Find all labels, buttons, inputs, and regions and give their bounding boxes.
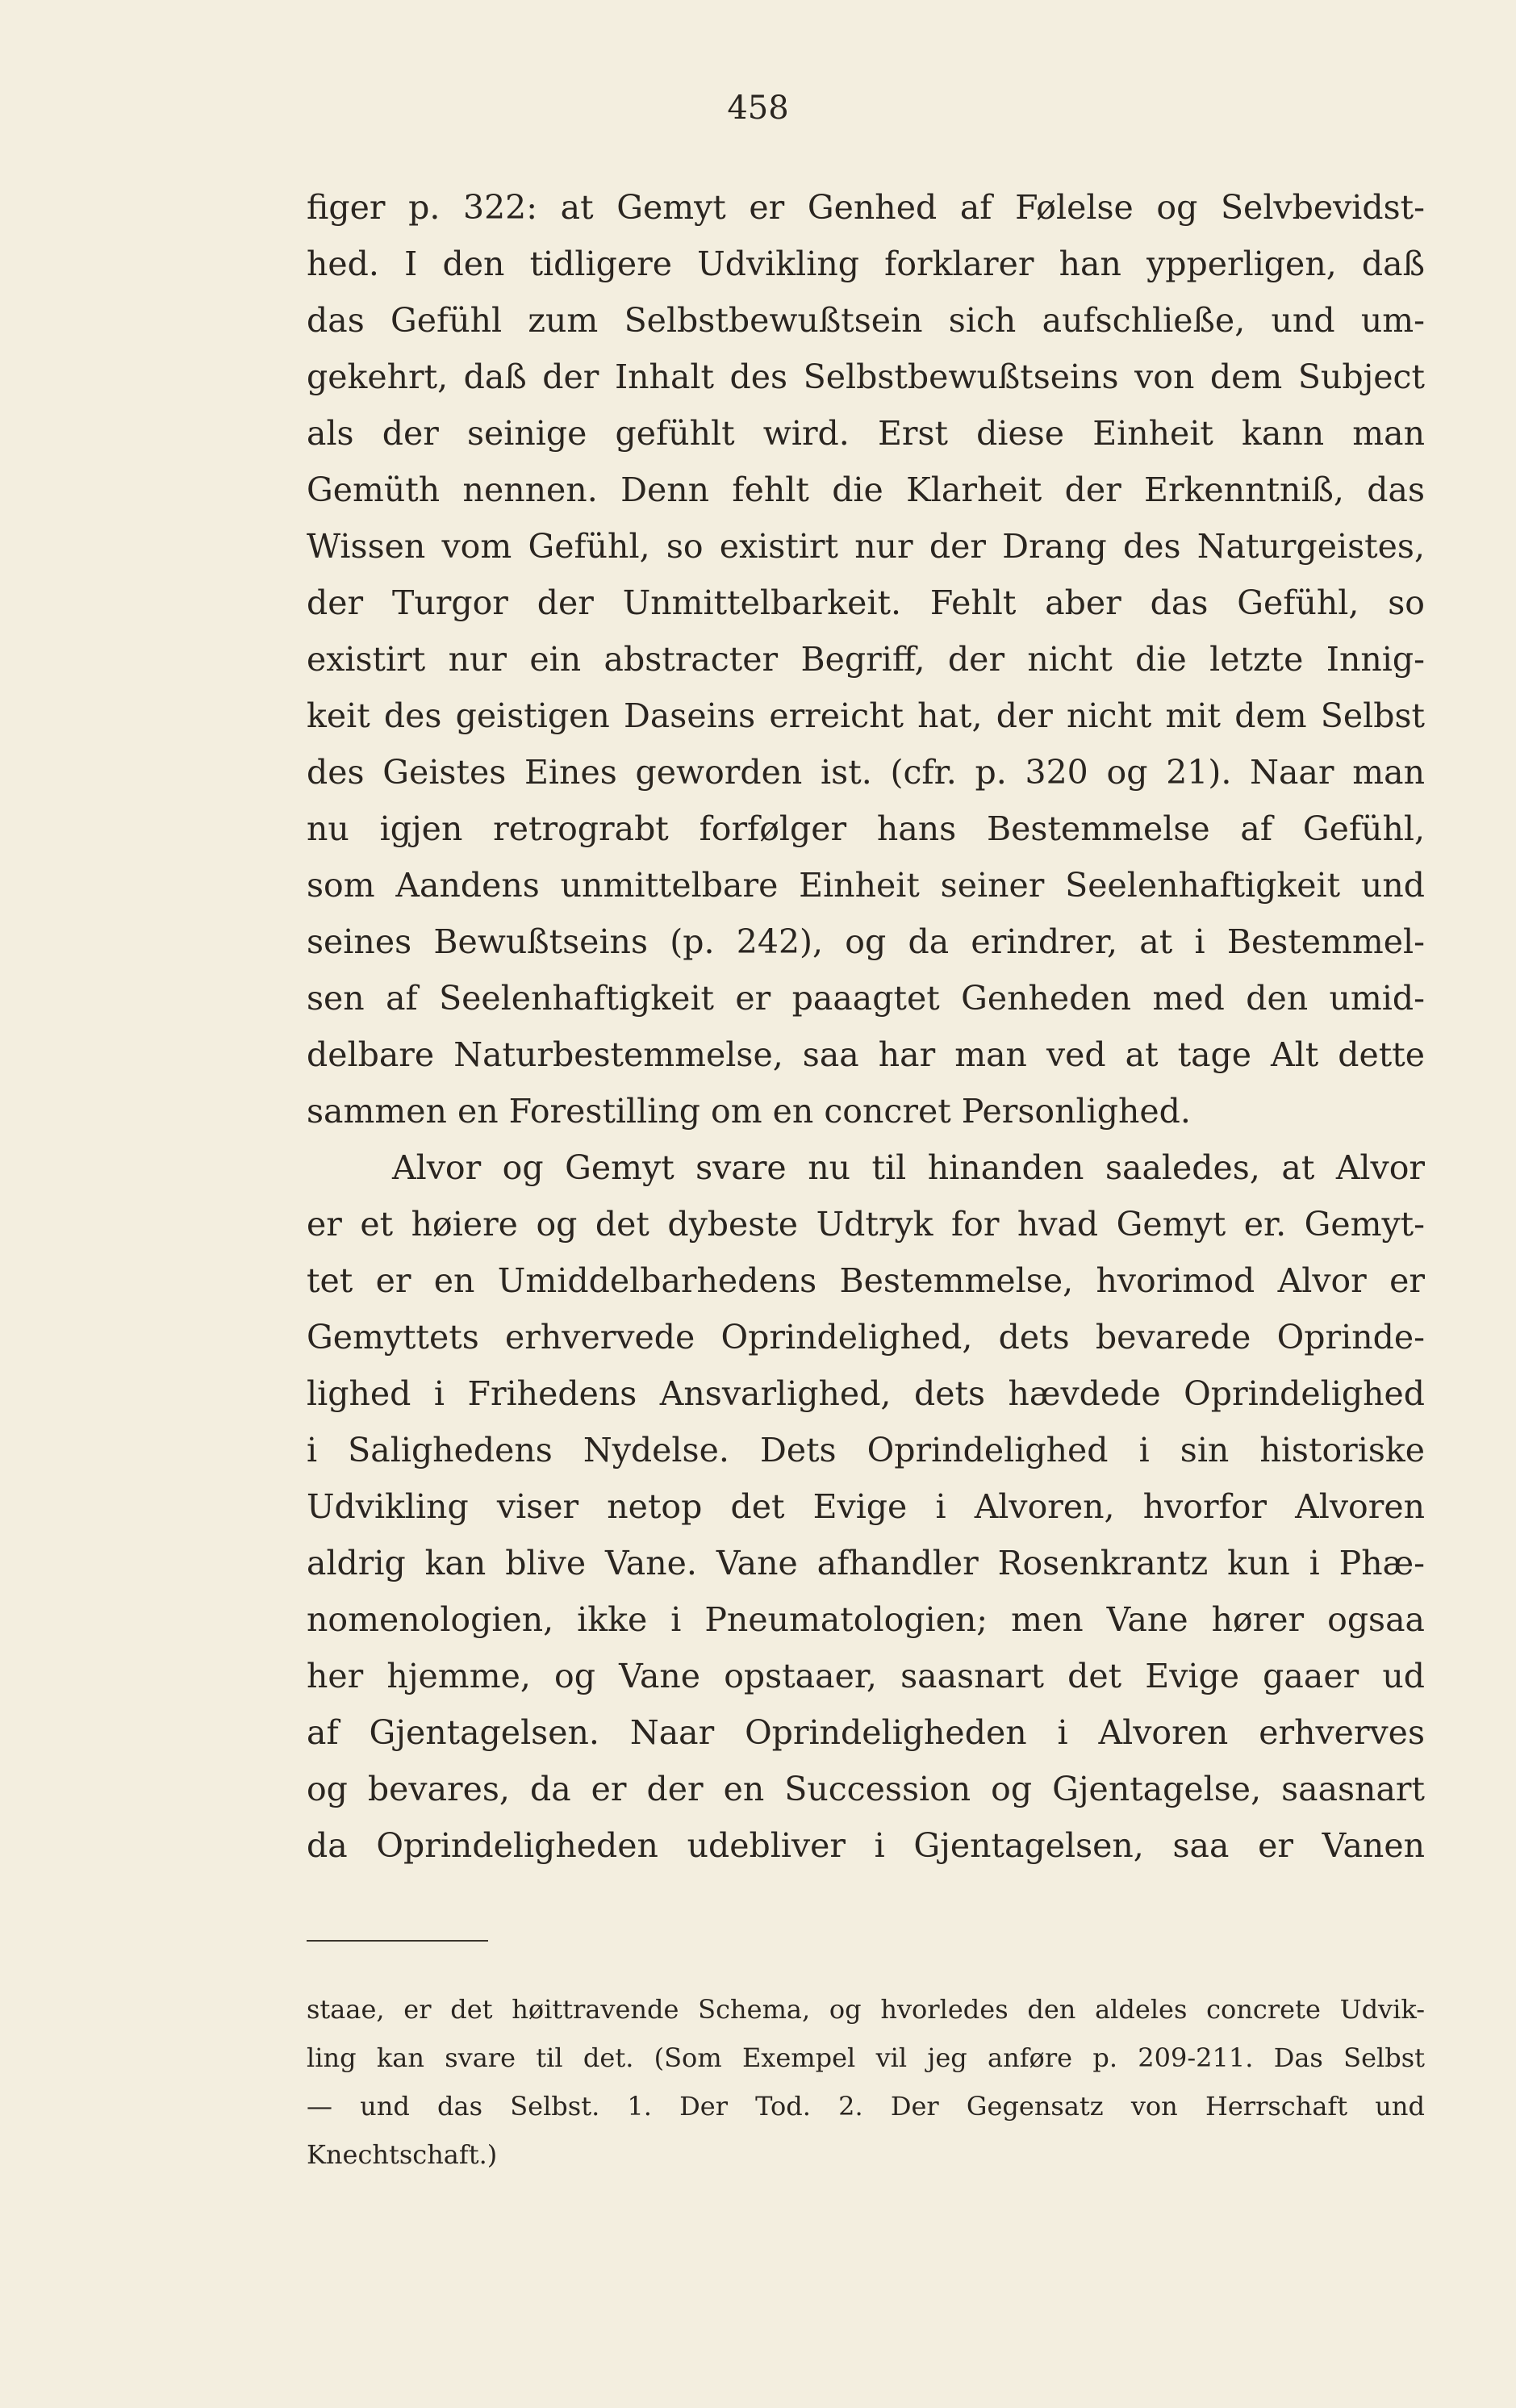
text-line: nu igjen retrograbt forfølger hans Bestemmelse af Gefühl,	[307, 809, 1425, 848]
text-line: aldrig kan blive Vane. Vane afhandler Rosenkrantz kun i Phæ-	[307, 1544, 1425, 1582]
text-line: das Gefühl zum Selbstbewußtsein sich aufschließe, und um-	[307, 301, 1425, 340]
footnote	[307, 1985, 1425, 2179]
footnote-line: Knechtschaft.)	[307, 2139, 498, 2170]
text-line: existirt nur ein abstracter Begriff, der nicht die letzte Innig-	[307, 640, 1425, 679]
text-line: tet er en Umiddelbarhedens Bestemmelse, hvorimod Alvor er	[307, 1261, 1425, 1300]
text-line: Udvikling viser netop det Evige i Alvoren, hvorfor Alvoren	[307, 1487, 1425, 1526]
footnote-divider	[307, 1940, 488, 1942]
text-line: delbare Naturbestemmelse, saa har man ved at tage Alt dette	[307, 1035, 1425, 1074]
text-line: er et høiere og det dybeste Udtryk for hvad Gemyt er. Gemyt-	[307, 1205, 1425, 1244]
text-line: Gemüth nennen. Denn fehlt die Klarheit der Erkenntniß, das	[307, 470, 1425, 509]
text-line: gekehrt, daß der Inhalt des Selbstbewußtseins von dem Subject	[307, 357, 1425, 396]
text-line: als der seinige gefühlt wird. Erst diese Einheit kann man	[307, 414, 1425, 453]
text-line: nomenologien, ikke i Pneumatologien; men Vane hører ogsaa	[307, 1600, 1425, 1639]
text-line: som Aandens unmittelbare Einheit seiner Seelenhaftigkeit und	[307, 866, 1425, 905]
footnote-line: staae, er det høittravende Schema, og hvorledes den aldeles concrete Udvik-	[307, 1994, 1425, 2025]
text-line: da Oprindeligheden udebliver i Gjentagelsen, saa er Vanen	[307, 1826, 1425, 1865]
text-line: i Salighedens Nydelse. Dets Oprindelighed i sin historiske	[307, 1431, 1425, 1469]
text-line: og bevares, da er der en Succession og Gjentagelse, saasnart	[307, 1770, 1425, 1808]
text-line: figer p. 322: at Gemyt er Genhed af Følelse og Selvbevidst-	[307, 188, 1425, 227]
text-line: Gemyttets erhvervede Oprindelighed, dets bevarede Oprinde-	[307, 1318, 1425, 1357]
text-line: sammen en Forestilling om en concret Personlighed.	[307, 1092, 1191, 1131]
text-line: hed. I den tidligere Udvikling forklarer han ypperligen, daß	[307, 245, 1425, 283]
text-line: seines Bewußtseins (p. 242), og da erindrer, at i Bestemmel-	[307, 922, 1425, 961]
text-line: her hjemme, og Vane opstaaer, saasnart det Evige gaaer ud	[307, 1657, 1425, 1695]
page-number: 458	[727, 90, 789, 127]
text-line: des Geistes Eines geworden ist. (cfr. p. 320 og 21). Naar man	[307, 753, 1425, 792]
footnote-line: ling kan svare til det. (Som Exempel vil jeg anføre p. 209-211. Das Selbst	[307, 2042, 1425, 2073]
text-line: sen af Seelenhaftigkeit er paaagtet Genheden med den umid-	[307, 979, 1425, 1018]
text-line: lighed i Frihedens Ansvarlighed, dets hævdede Oprindelighed	[307, 1374, 1425, 1413]
footnote-line: — und das Selbst. 1. Der Tod. 2. Der Gegensatz von Herrschaft und	[307, 2091, 1425, 2122]
text-line: af Gjentagelsen. Naar Oprindeligheden i Alvoren erhverves	[307, 1713, 1425, 1752]
text-line: keit des geistigen Daseins erreicht hat, der nicht mit dem Selbst	[307, 696, 1425, 735]
text-line: der Turgor der Unmittelbarkeit. Fehlt aber das Gefühl, so	[307, 583, 1425, 622]
text-line: Wissen vom Gefühl, so existirt nur der Drang des Naturgeistes,	[307, 527, 1425, 566]
body-text	[307, 179, 1425, 1874]
text-line: Alvor og Gemyt svare nu til hinanden saaledes, at Alvor	[392, 1148, 1425, 1187]
